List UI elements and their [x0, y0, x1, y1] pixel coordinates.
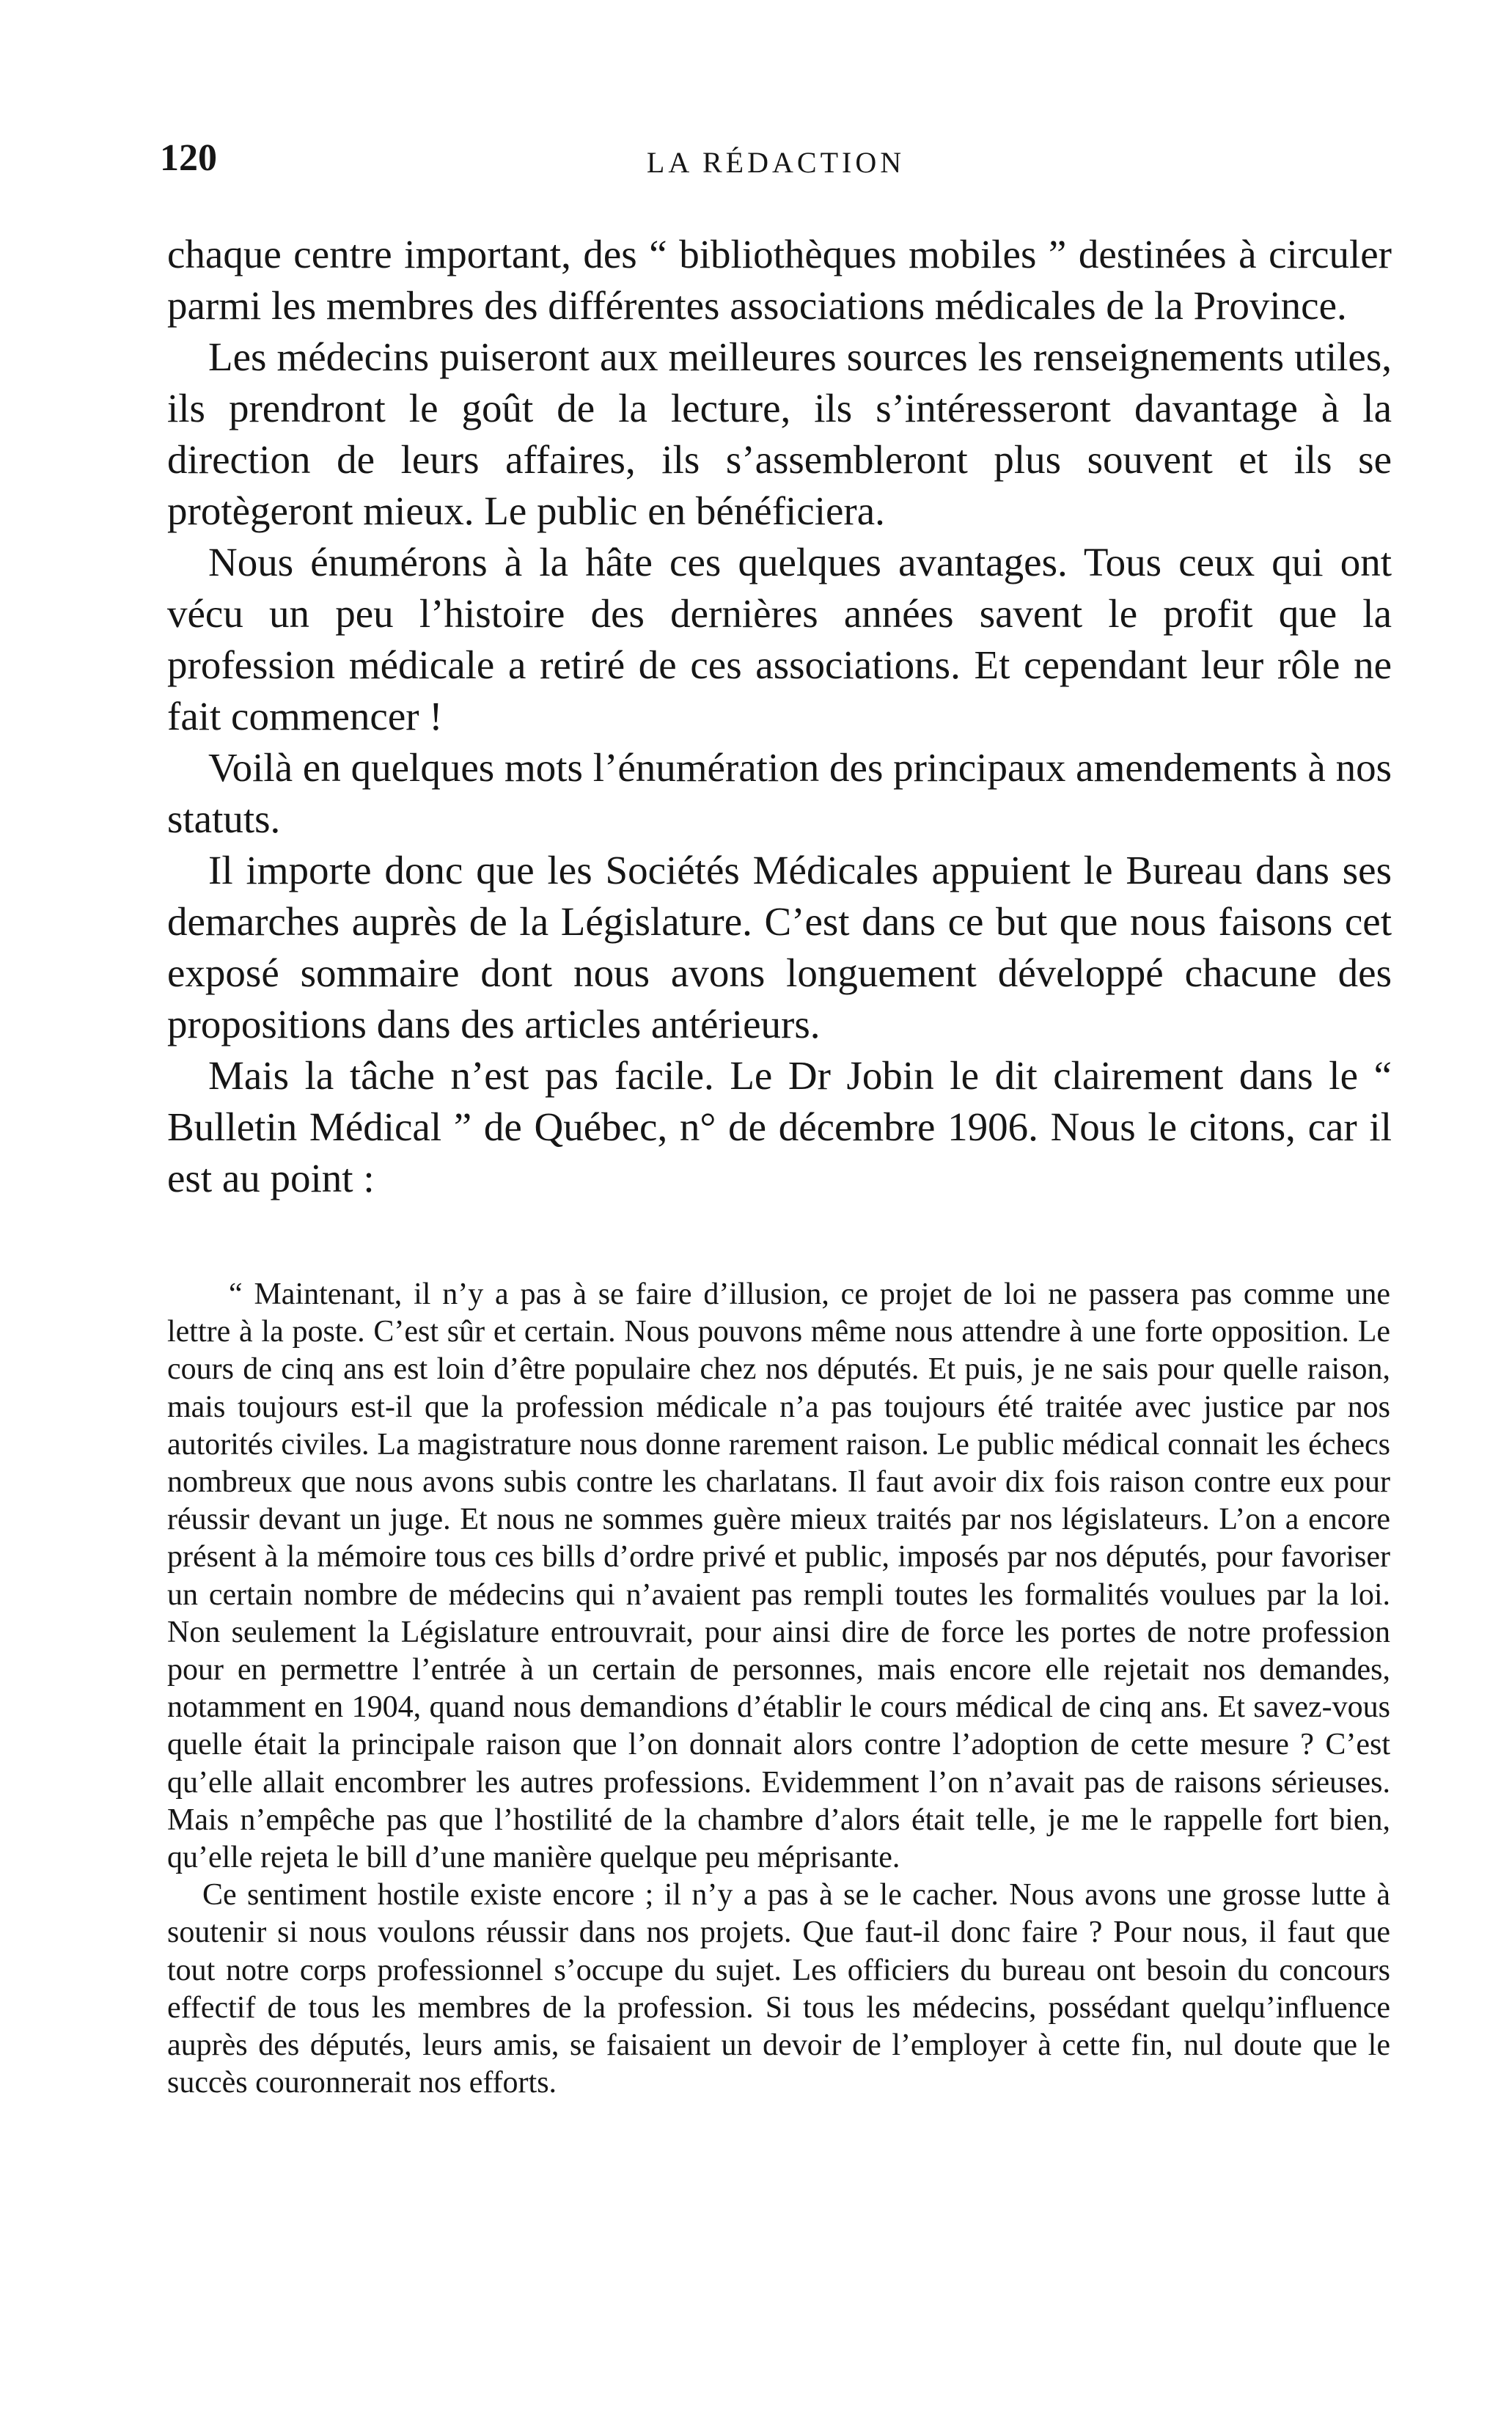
quote-paragraph: Ce sentiment hostile existe encore ; il n’y a pas à se le cacher. Nous avons une grosse lutte à soutenir si nous voulons réussir dans nos projets. Que faut-il donc faire ? Pour nous, il faut que tout notre corps professionnel s’occupe du sujet. Les officiers du bureau ont besoin du concours effectif de tous les membres de la profession. Si tous les médecins, possédant quelqu’influence auprès des députés, leurs amis, se faisaient un devoir de l’employer à cette fin, nul doute que le succès couronnerait nos efforts. — [167, 1878, 1390, 2100]
paragraph: Il importe donc que les Sociétés Médicales appuient le Bureau dans ses demarches auprès de la Législature. C’est dans ce but que nous faisons cet exposé sommaire dont nous avons longuement développé chacune des propositions dans des articles antérieurs. — [167, 848, 1392, 1046]
paragraph: Nous énumérons à la hâte ces quelques avantages. Tous ceux qui ont vécu un peu l’histoire des dernières années savent le profit que la profession médicale a retiré de ces associations. Et cependant leur rôle ne fait commencer ! — [167, 540, 1392, 738]
paragraph: Les médecins puiseront aux meilleures sources les renseignements utiles, ils prendront le goût de la lecture, ils s’intéresseront davantage à la direction de leurs affaires, ils s’assembleront plus souvent et ils se protègeront mieux. Le public en bénéficiera. — [167, 334, 1392, 533]
paragraph: Voilà en quelques mots l’énumération des principaux amendements à nos statuts. — [167, 745, 1392, 841]
quote-paragraph: “ Maintenant, il n’y a pas à se faire d’illusion, ce projet de loi ne passera pas comme une lettre à la poste. C’est sûr et certain. Nous pouvons même nous attendre à une forte opposition. Le cours de cinq ans est loin d’être populaire chez nos députés. Et puis, je ne sais pour quelle raison, mais toujours est-il que la profession médicale n’a pas toujours été traitée avec justice par nos autorités civiles. La magistrature nous donne rarement raison. Le public médical connait les échecs nombreux que nous avons subis contre les charlatans. Il faut avoir dix fois raison contre eux pour réussir devant un juge. Et nous ne sommes guère mieux traités par nos législateurs. L’on a encore présent à la mémoire tous ces bills d’ordre privé et public, imposés par nos députés, pour favoriser un certain nombre de médecins qui n’avaient pas rempli toutes les formalités voulues par la loi. Non seulement la Législature entrouvrait, pour ainsi dire de force les portes de notre profession pour en permettre l’entrée à un certain de personnes, mais encore elle rejetait nos demandes, notamment en 1904, quand nous demandions d’établir le cours médical de cinq ans. Et savez-vous quelle était la principale raison que l’on donnait alors contre l’adoption de cette mesure ? C’est qu’elle allait encombrer les autres professions. Evidemment l’on n’avait pas de raisons sérieuses. Mais n’empêche pas que l’hostilité de la chambre d’alors était telle, je me le rappelle fort bien, qu’elle rejeta le bill d’une manière quelque peu méprisante. — [167, 1277, 1390, 1875]
paragraph: chaque centre important, des “ bibliothèques mobiles ” destinées à circuler parmi les membres des différentes associations médicales de la Province. — [167, 232, 1392, 328]
main-text — [167, 229, 1392, 1204]
block-quote — [167, 1276, 1390, 2102]
page-number: 120 — [160, 137, 217, 179]
page-header — [160, 136, 1392, 195]
running-head: LA RÉDACTION — [646, 146, 906, 179]
paragraph: Mais la tâche n’est pas facile. Le Dr Jobin le dit clairement dans le “ Bulletin Médical ” de Québec, n° de décembre 1906. Nous le citons, car il est au point : — [167, 1053, 1392, 1200]
